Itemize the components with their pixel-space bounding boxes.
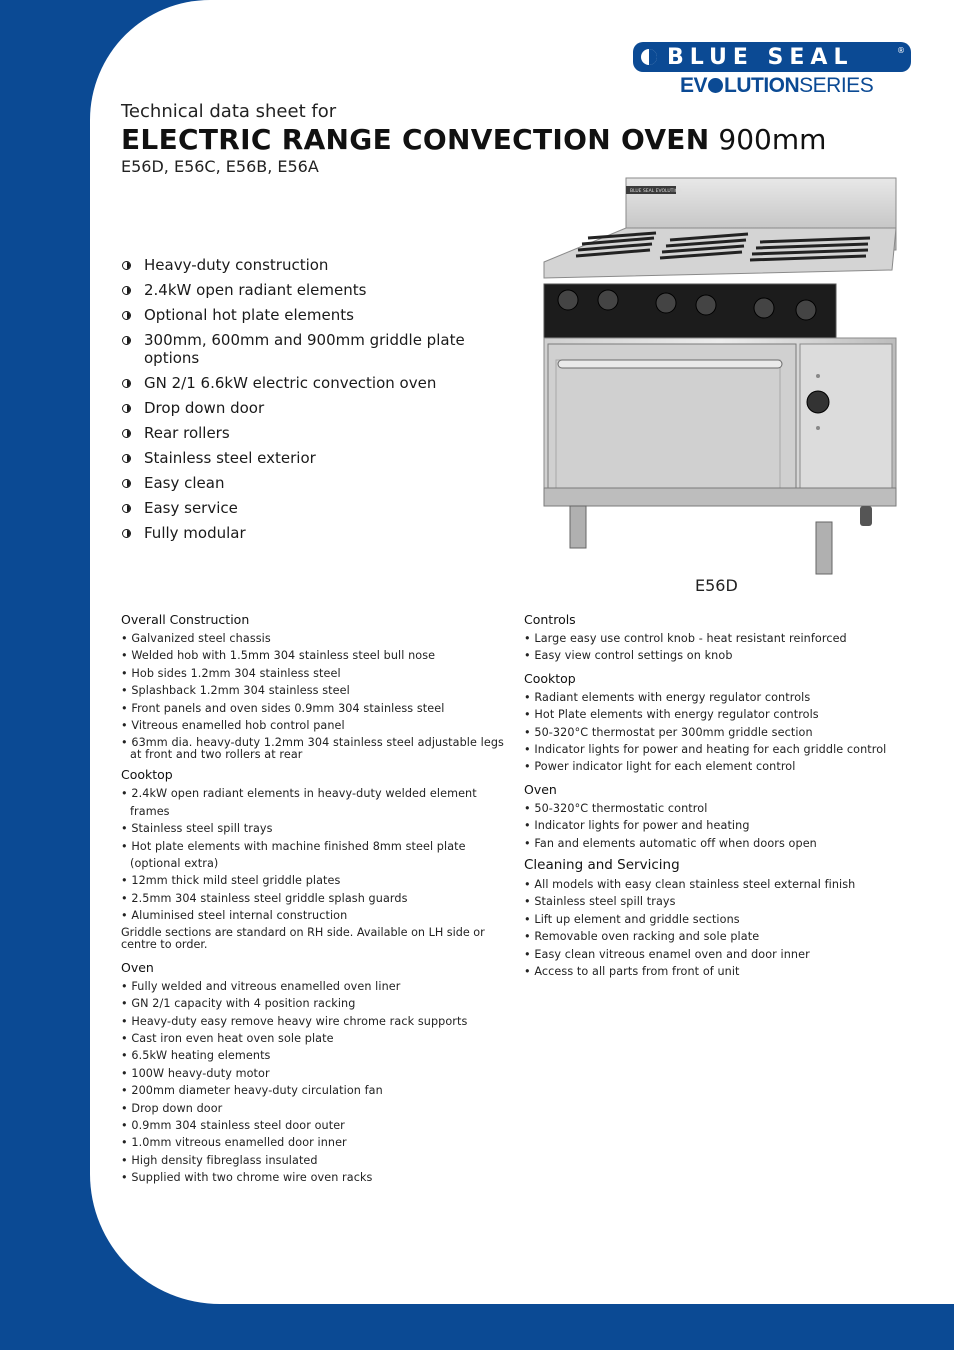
product-caption: E56D [695,576,738,595]
spec-item: • 50-320°C thermostat per 300mm griddle section [524,724,904,741]
spec-item: • 1.0mm vitreous enamelled door inner [121,1134,511,1151]
spec-item: • Radiant elements with energy regulator controls [524,689,904,706]
feature-item [121,331,501,367]
spec-item: • 200mm diameter heavy-duty circulation fan [121,1082,511,1099]
feature-label: Heavy-duty construction [144,256,329,274]
overall-construction-section [121,612,511,761]
half-circle-bullet-icon [122,286,131,295]
feature-label: Fully modular [144,524,246,542]
section-heading: Controls [524,612,576,627]
feature-list [121,256,501,549]
spec-item: • Lift up element and griddle sections [524,911,904,928]
feature-item [121,449,501,467]
spec-item: • Power indicator light for each element control [524,758,904,775]
spec-item: • Fan and elements automatic off when doors open [524,835,904,852]
spec-item: • All models with easy clean stainless steel external finish [524,876,904,893]
specs-right-column [524,612,904,987]
evolution-series-logo: EV LUTIONSERIES [680,74,874,97]
spec-item: • Cast iron even heat oven sole plate [121,1030,511,1047]
spec-item: • Hob sides 1.2mm 304 stainless steel [121,665,511,682]
spec-item: • Galvanized steel chassis [121,630,511,647]
feature-item [121,306,501,324]
feature-label: Rear rollers [144,424,230,442]
spec-item: • Removable oven racking and sole plate [524,928,904,945]
section-heading: Cooktop [121,767,173,783]
feature-item [121,499,501,517]
spec-item: • 100W heavy-duty motor [121,1065,511,1082]
spec-item: • Front panels and oven sides 0.9mm 304 stainless steel [121,700,511,717]
spec-item: • Heavy-duty easy remove heavy wire chrome rack supports [121,1013,511,1030]
half-circle-bullet-icon [122,454,131,463]
half-circle-bullet-icon [122,529,131,538]
spec-item: • Aluminised steel internal construction [121,907,511,924]
spec-item: • 12mm thick mild steel griddle plates [121,872,511,889]
spec-item: • Easy view control settings on knob [524,647,904,664]
spec-item: • Hot plate elements with machine finished 8mm steel plate [121,838,511,855]
feature-item [121,474,501,492]
section-heading: Cleaning and Servicing [524,857,680,874]
cooktop-section [121,767,511,951]
spec-item: • Fully welded and vitreous enamelled oven liner [121,978,511,995]
spec-item: • Hot Plate elements with energy regulator controls [524,706,904,723]
spec-item: • Stainless steel spill trays [524,893,904,910]
product-image [530,176,902,580]
cleaning-servicing-section [524,858,904,980]
spec-item: • Large easy use control knob - heat resistant reinforced [524,630,904,647]
half-circle-bullet-icon [122,379,131,388]
feature-item [121,424,501,442]
spec-item: • Access to all parts from front of unit [524,963,904,980]
spec-item: • 63mm dia. heavy-duty 1.2mm 304 stainless steel adjustable legs at front and two rollers at rear [121,737,511,761]
half-circle-bullet-icon [122,429,131,438]
section-heading: Overall Construction [121,612,250,627]
spec-item: • Splashback 1.2mm 304 stainless steel [121,682,511,699]
spec-item: • Supplied with two chrome wire oven racks [121,1169,511,1186]
svg-text:BLUE SEAL EVOLUTION: BLUE SEAL EVOLUTION [630,189,682,194]
registered-mark: ® [897,46,905,55]
page-title: ELECTRIC RANGE CONVECTION OVEN 900mm [121,123,827,156]
logo-half-circle-icon [641,49,657,65]
feature-item [121,524,501,542]
model-list: E56D, E56C, E56B, E56A [121,157,319,176]
spec-item: • 2.4kW open radiant elements in heavy-duty welded element frames [121,785,511,820]
specs-left-column [121,612,511,1193]
feature-label: Stainless steel exterior [144,449,316,467]
spec-item: • Vitreous enamelled hob control panel [121,717,511,734]
spec-item: • Stainless steel spill trays [121,820,511,837]
spec-item: • Drop down door [121,1100,511,1117]
feature-label: GN 2/1 6.6kW electric convection oven [144,374,437,392]
section-heading: Cooktop [524,670,576,686]
half-circle-bullet-icon [122,404,131,413]
feature-item [121,256,501,274]
section-heading: Oven [121,959,154,975]
spec-item: • 2.5mm 304 stainless steel griddle splash guards [121,890,511,907]
griddle-note: Griddle sections are standard on RH side. Available on LH side or centre to order. [121,925,485,952]
feature-item [121,281,501,299]
controls-section [524,612,904,665]
feature-label: 2.4kW open radiant elements [144,281,367,299]
feature-item [121,374,501,392]
spec-item: • 6.5kW heating elements [121,1047,511,1064]
spec-item: • Indicator lights for power and heating [524,817,904,834]
cooktop-controls-section [524,671,904,776]
half-circle-bullet-icon [122,479,131,488]
spec-item: • Easy clean vitreous enamel oven and door inner [524,946,904,963]
spec-item: • 50-320°C thermostatic control [524,800,904,817]
oven-section [121,960,511,1187]
spec-item: • GN 2/1 capacity with 4 position racking [121,995,511,1012]
feature-label: Optional hot plate elements [144,306,354,324]
feature-item [121,399,501,417]
half-circle-bullet-icon [122,336,131,345]
intro-text: Technical data sheet for [121,101,337,122]
spec-item: • Welded hob with 1.5mm 304 stainless steel bull nose [121,647,511,664]
half-circle-bullet-icon [122,504,131,513]
half-circle-bullet-icon [122,261,131,270]
feature-label: Drop down door [144,399,265,417]
feature-label: 300mm, 600mm and 900mm griddle plate options [144,331,465,367]
blue-seal-logo [633,42,911,72]
oven-controls-section [524,782,904,852]
logo-text: BLUE SEAL [667,44,854,70]
spec-item: • High density fibreglass insulated [121,1152,511,1169]
spec-item: • Indicator lights for power and heating for each griddle control [524,741,904,758]
feature-label: Easy clean [144,474,225,492]
half-circle-bullet-icon [122,311,131,320]
feature-label: Easy service [144,499,238,517]
section-heading: Oven [524,781,557,797]
spec-item: (optional extra) [130,857,219,871]
logo-dot-icon [708,78,723,93]
spec-item: • 0.9mm 304 stainless steel door outer [121,1117,511,1134]
